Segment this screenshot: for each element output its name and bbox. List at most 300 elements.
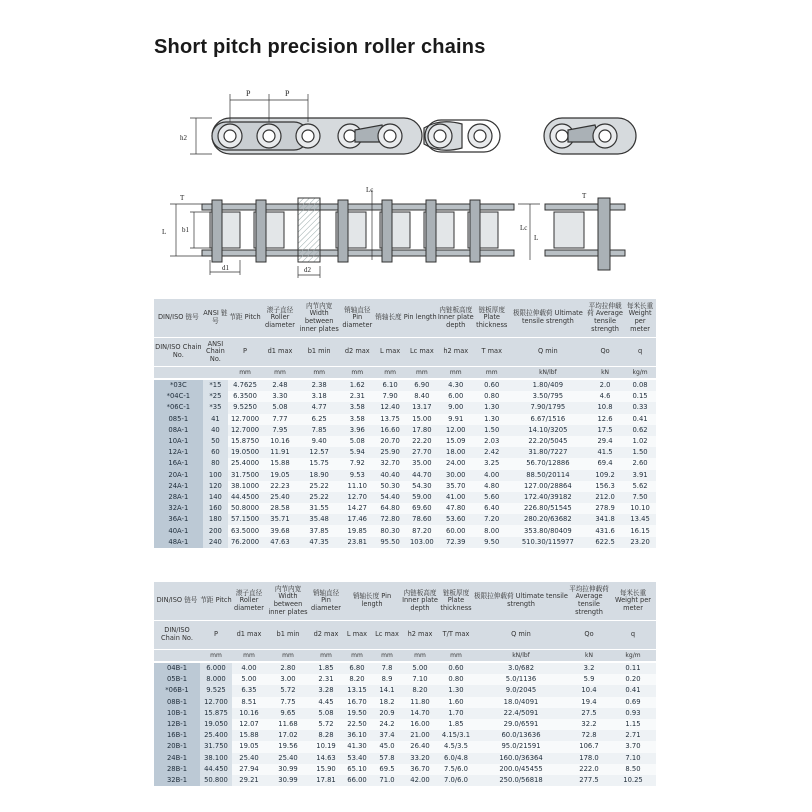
table-cell: 69.4 xyxy=(586,458,624,469)
unit-cell: kg/m xyxy=(610,650,656,663)
table-cell: 1.15 xyxy=(610,719,656,730)
header-cell: 内链板高度 Inner plate depth xyxy=(438,299,474,338)
table-cell: 200 xyxy=(203,525,228,536)
table-row xyxy=(154,662,656,674)
table-cell: 7.10 xyxy=(610,753,656,764)
label-l2: L xyxy=(534,234,539,242)
table-cell: 9.525 xyxy=(200,685,232,696)
table-cell: 2.38 xyxy=(298,379,340,391)
table-cell: 31.7500 xyxy=(228,470,262,481)
unit-cell xyxy=(203,367,228,380)
chain-number-cell: 08B-1 xyxy=(154,697,200,708)
chain-number-cell: 10A-1 xyxy=(154,436,203,447)
header-cell: Qo xyxy=(586,338,624,367)
chain-number-cell: 32A-1 xyxy=(154,503,203,514)
table-cell: 37.85 xyxy=(298,525,340,536)
table-cell: 19.05 xyxy=(232,741,266,752)
table-cell: 30.99 xyxy=(266,764,310,775)
table-cell: 16.60 xyxy=(374,425,406,436)
header-cell: 极限拉伸载荷 Ultimate tensile strength xyxy=(510,299,586,338)
table-cell: 160 xyxy=(203,503,228,514)
label-lc2: Lc xyxy=(520,224,528,232)
table-cell: 16.70 xyxy=(342,697,372,708)
header-cell: b1 min xyxy=(266,621,310,650)
table-cell: 60.00 xyxy=(438,525,474,536)
table-cell: 3.0/682 xyxy=(474,662,568,674)
header-cell: ANSI Chain No. xyxy=(203,338,228,367)
table-cell: 7.10 xyxy=(402,674,438,685)
table-cell: 9.40 xyxy=(298,436,340,447)
table-cell: 24.2 xyxy=(372,719,402,730)
table-cell: 28.58 xyxy=(262,503,298,514)
unit-cell: kN/lbf xyxy=(510,367,586,380)
label-p2: P xyxy=(285,89,290,98)
table-cell: 5.08 xyxy=(340,436,374,447)
label-h2: h2 xyxy=(180,134,187,142)
table-cell: 18.90 xyxy=(298,470,340,481)
table-cell: 36.10 xyxy=(342,730,372,741)
page-title: Short pitch precision roller chains xyxy=(154,36,486,58)
table-cell: 10.25 xyxy=(610,775,656,786)
label-lc1: Lc xyxy=(366,186,374,194)
table-cell: 5.0/1136 xyxy=(474,674,568,685)
table-cell: 0.41 xyxy=(610,685,656,696)
table-row xyxy=(154,674,656,685)
table-cell: 60 xyxy=(203,447,228,458)
chain-number-cell: *04C-1 xyxy=(154,391,203,402)
table-cell: 30.99 xyxy=(266,775,310,786)
table-cell: 2.31 xyxy=(310,674,342,685)
table-cell: 39.68 xyxy=(262,525,298,536)
table-cell: 44.450 xyxy=(200,764,232,775)
table-cell: 12.07 xyxy=(232,719,266,730)
table-cell: 25.90 xyxy=(374,447,406,458)
chain-number-cell: 32B-1 xyxy=(154,775,200,786)
table-cell: 3.50/795 xyxy=(510,391,586,402)
table-cell: 4.6 xyxy=(586,391,624,402)
label-p1: P xyxy=(246,89,251,98)
chain-number-cell: 04B-1 xyxy=(154,662,200,674)
table-cell: 277.5 xyxy=(568,775,610,786)
chain-top-view xyxy=(202,198,625,270)
table-cell: 6.000 xyxy=(200,662,232,674)
unit-cell: mm xyxy=(340,367,374,380)
table-cell: 0.60 xyxy=(474,379,510,391)
unit-cell: mm xyxy=(310,650,342,663)
table-cell: 15.88 xyxy=(262,458,298,469)
table-cell: 69.60 xyxy=(406,503,438,514)
header-cell: q xyxy=(624,338,656,367)
table-cell: 1.50 xyxy=(474,425,510,436)
table-cell: 15.875 xyxy=(200,708,232,719)
table-cell: 11.91 xyxy=(262,447,298,458)
table-cell: 19.4 xyxy=(568,697,610,708)
table-cell: 19.05 xyxy=(262,470,298,481)
table-cell: 21.00 xyxy=(402,730,438,741)
table-cell: 1.85 xyxy=(438,719,474,730)
header-cell: 销轴长度 Pin length xyxy=(374,299,438,338)
table-cell: 76.2000 xyxy=(228,537,262,548)
table-cell: 7.90/1795 xyxy=(510,402,586,413)
unit-cell xyxy=(154,367,203,380)
table-cell: 106.7 xyxy=(568,741,610,752)
table-cell: 25.22 xyxy=(298,492,340,503)
header-cell: 内节内宽 Width between inner plates xyxy=(298,299,340,338)
table-cell: 23.20 xyxy=(624,537,656,548)
table-cell: 19.0500 xyxy=(228,447,262,458)
table-cell: 4.00 xyxy=(232,662,266,674)
table-cell: 4.15/3.1 xyxy=(438,730,474,741)
table-cell: 353.80/80409 xyxy=(510,525,586,536)
table-cell: 66.00 xyxy=(342,775,372,786)
table-cell: 3.70 xyxy=(610,741,656,752)
table-cell: 18.2 xyxy=(372,697,402,708)
header-cell: P xyxy=(200,621,232,650)
table-cell: 5.08 xyxy=(310,708,342,719)
table-cell: 72.80 xyxy=(374,514,406,525)
table-cell: 250.0/56818 xyxy=(474,775,568,786)
table-cell: 71.0 xyxy=(372,775,402,786)
table-cell: 3.58 xyxy=(340,414,374,425)
table-cell: 18.00 xyxy=(438,447,474,458)
header-cell: DIN/ISO 链号 xyxy=(154,582,200,621)
table-cell: 6.67/1516 xyxy=(510,414,586,425)
table-cell: 280.20/63682 xyxy=(510,514,586,525)
table-cell: 6.3500 xyxy=(228,391,262,402)
header-cell: T max xyxy=(474,338,510,367)
unit-cell: mm xyxy=(474,367,510,380)
table-cell: 20.70 xyxy=(374,436,406,447)
unit-cell: mm xyxy=(200,650,232,663)
table-cell: 53.40 xyxy=(342,753,372,764)
chain-number-cell: 12A-1 xyxy=(154,447,203,458)
header-cell: L max xyxy=(374,338,406,367)
table-cell: 38.1000 xyxy=(228,481,262,492)
table-cell: 64.80 xyxy=(374,503,406,514)
table-cell: 10.10 xyxy=(624,503,656,514)
chain-number-cell: 24A-1 xyxy=(154,481,203,492)
table-cell: 8.000 xyxy=(200,674,232,685)
table-cell: 109.2 xyxy=(586,470,624,481)
table-cell: 19.56 xyxy=(266,741,310,752)
table-cell: 29.4 xyxy=(586,436,624,447)
header-cell: h2 max xyxy=(402,621,438,650)
header-cell: P xyxy=(228,338,262,367)
table-cell: 19.50 xyxy=(342,708,372,719)
header-cell: 滚子直径 Roller diameter xyxy=(262,299,298,338)
table-cell: 3.91 xyxy=(624,470,656,481)
table-cell: 95.0/21591 xyxy=(474,741,568,752)
table-cell: 27.5 xyxy=(568,708,610,719)
table-cell: 59.00 xyxy=(406,492,438,503)
unit-cell: mm xyxy=(232,650,266,663)
table-cell: 1.70 xyxy=(438,708,474,719)
table-cell: 0.62 xyxy=(624,425,656,436)
header-cell: Lc max xyxy=(372,621,402,650)
table-cell: 3.30 xyxy=(262,391,298,402)
table-a-units-row xyxy=(154,367,656,380)
table-cell: 0.15 xyxy=(624,391,656,402)
table-cell: 12.7000 xyxy=(228,414,262,425)
table-cell: 16.00 xyxy=(402,719,438,730)
table-cell: 47.63 xyxy=(262,537,298,548)
table-cell: 0.80 xyxy=(438,674,474,685)
table-cell: 120 xyxy=(203,481,228,492)
table-cell: 25.22 xyxy=(298,481,340,492)
header-cell: DIN/ISO Chain No. xyxy=(154,338,203,367)
table-cell: 56.70/12886 xyxy=(510,458,586,469)
header-cell: 平均拉伸载荷 Average tensile strength xyxy=(568,582,610,621)
table-cell: 22.20/5045 xyxy=(510,436,586,447)
table-cell: *15 xyxy=(203,379,228,391)
table-cell: 41.5 xyxy=(586,447,624,458)
table-cell: 160.0/36364 xyxy=(474,753,568,764)
table-cell: 226.80/51545 xyxy=(510,503,586,514)
chain-side-view xyxy=(212,118,500,154)
chain-end-view xyxy=(544,118,636,154)
table-cell: 6.90 xyxy=(406,379,438,391)
table-cell: 65.10 xyxy=(342,764,372,775)
table-cell: 17.5 xyxy=(586,425,624,436)
table-cell: 10.19 xyxy=(310,741,342,752)
table-row xyxy=(154,425,656,436)
table-cell: 24.00 xyxy=(438,458,474,469)
table-cell: 12.00 xyxy=(438,425,474,436)
table-cell: 4.77 xyxy=(298,402,340,413)
table-cell: 5.08 xyxy=(262,402,298,413)
unit-cell: mm xyxy=(298,367,340,380)
table-row xyxy=(154,503,656,514)
table-cell: 44.4500 xyxy=(228,492,262,503)
table-cell: 8.28 xyxy=(310,730,342,741)
table-cell: 35.71 xyxy=(262,514,298,525)
unit-cell: mm xyxy=(262,367,298,380)
table-cell: 36.70 xyxy=(402,764,438,775)
table-cell: 22.50 xyxy=(342,719,372,730)
table-row xyxy=(154,402,656,413)
table-cell: 14.10/3205 xyxy=(510,425,586,436)
chain-number-cell: 20A-1 xyxy=(154,470,203,481)
table-cell: 10.4 xyxy=(568,685,610,696)
unit-cell: mm xyxy=(402,650,438,663)
table-cell: 172.40/39182 xyxy=(510,492,586,503)
table-cell: 13.75 xyxy=(374,414,406,425)
table-cell: 1.02 xyxy=(624,436,656,447)
table-cell: 278.9 xyxy=(586,503,624,514)
table-row xyxy=(154,414,656,425)
header-cell: Lc max xyxy=(406,338,438,367)
table-cell: 2.71 xyxy=(610,730,656,741)
table-cell: 2.31 xyxy=(340,391,374,402)
table-cell: 7.75 xyxy=(266,697,310,708)
unit-cell: mm xyxy=(342,650,372,663)
table-row xyxy=(154,730,656,741)
table-cell: 57.8 xyxy=(372,753,402,764)
table-cell: 14.70 xyxy=(402,708,438,719)
header-cell: 销轴长度 Pin length xyxy=(342,582,402,621)
unit-cell: mm xyxy=(438,650,474,663)
chain-diagram xyxy=(150,80,640,280)
table-cell: 22.4/5091 xyxy=(474,708,568,719)
label-t2: T xyxy=(582,192,587,200)
table-cell: 6.40 xyxy=(474,503,510,514)
table-row xyxy=(154,741,656,752)
table-cell: 29.0/6591 xyxy=(474,719,568,730)
table-b-body xyxy=(154,662,656,786)
header-cell: 链板厚度 Plate thickness xyxy=(474,299,510,338)
table-cell: 6.25 xyxy=(298,414,340,425)
table-a-body xyxy=(154,379,656,548)
table-cell: 6.00 xyxy=(438,391,474,402)
chain-number-cell: 08A-1 xyxy=(154,425,203,436)
chain-number-cell: 24B-1 xyxy=(154,753,200,764)
header-cell: L max xyxy=(342,621,372,650)
unit-cell: kN xyxy=(568,650,610,663)
table-cell: 0.08 xyxy=(624,379,656,391)
table-cell: 5.94 xyxy=(340,447,374,458)
table-row xyxy=(154,379,656,391)
header-cell: b1 min xyxy=(298,338,340,367)
header-cell: Q min xyxy=(474,621,568,650)
table-cell: 212.0 xyxy=(586,492,624,503)
table-cell: 29.21 xyxy=(232,775,266,786)
table-cell: 5.9 xyxy=(568,674,610,685)
table-cell: 5.00 xyxy=(232,674,266,685)
chain-number-cell: 48A-1 xyxy=(154,537,203,548)
table-cell: 2.60 xyxy=(624,458,656,469)
header-cell: 极限拉伸载荷 Ultimate tensile strength xyxy=(474,582,568,621)
table-cell: 4.30 xyxy=(438,379,474,391)
table-row xyxy=(154,537,656,548)
table-row xyxy=(154,481,656,492)
table-cell: 80 xyxy=(203,458,228,469)
table-cell: 7.5/6.0 xyxy=(438,764,474,775)
table-cell: 53.60 xyxy=(438,514,474,525)
table-cell: 17.02 xyxy=(266,730,310,741)
header-cell: d2 max xyxy=(310,621,342,650)
table-cell: 54.40 xyxy=(374,492,406,503)
table-row xyxy=(154,436,656,447)
table-cell: 1.62 xyxy=(340,379,374,391)
header-cell: DIN/ISO Chain No. xyxy=(154,621,200,650)
table-cell: 3.18 xyxy=(298,391,340,402)
table-cell: 35.48 xyxy=(298,514,340,525)
table-cell: 12.6 xyxy=(586,414,624,425)
table-cell: 22.23 xyxy=(262,481,298,492)
table-cell: 41 xyxy=(203,414,228,425)
table-cell: 156.3 xyxy=(586,481,624,492)
chain-number-cell: 10B-1 xyxy=(154,708,200,719)
table-cell: 15.09 xyxy=(438,436,474,447)
chain-number-cell: 40A-1 xyxy=(154,525,203,536)
table-cell: 9.50 xyxy=(474,537,510,548)
table-cell: 80.30 xyxy=(374,525,406,536)
table-cell: 2.80 xyxy=(266,662,310,674)
table-cell: 31.55 xyxy=(298,503,340,514)
table-b-header-row-2 xyxy=(154,621,656,650)
table-cell: 11.80 xyxy=(402,697,438,708)
header-cell: 销轴直径 Pin diameter xyxy=(310,582,342,621)
table-cell: 622.5 xyxy=(586,537,624,548)
table-cell: 26.40 xyxy=(402,741,438,752)
table-cell: 5.00 xyxy=(402,662,438,674)
table-cell: 7.20 xyxy=(474,514,510,525)
table-cell: 78.60 xyxy=(406,514,438,525)
table-cell: 15.00 xyxy=(406,414,438,425)
header-cell: 链板厚度 Plate thickness xyxy=(438,582,474,621)
table-cell: 54.30 xyxy=(406,481,438,492)
table-a-header-row-2 xyxy=(154,338,656,367)
table-cell: 7.50 xyxy=(624,492,656,503)
table-cell: 69.5 xyxy=(372,764,402,775)
unit-cell: kg/m xyxy=(624,367,656,380)
table-cell: 27.94 xyxy=(232,764,266,775)
header-cell: 内节内宽 Width between inner plates xyxy=(266,582,310,621)
table-cell: 25.4000 xyxy=(228,458,262,469)
table-cell: 31.750 xyxy=(200,741,232,752)
table-row xyxy=(154,753,656,764)
table-cell: 6.80 xyxy=(342,662,372,674)
table-cell: 40.40 xyxy=(374,470,406,481)
table-cell: 32.2 xyxy=(568,719,610,730)
table-cell: 20.9 xyxy=(372,708,402,719)
unit-cell: mm xyxy=(228,367,262,380)
table-cell: 30.00 xyxy=(438,470,474,481)
table-cell: 8.50 xyxy=(610,764,656,775)
table-cell: 13.45 xyxy=(624,514,656,525)
table-cell: 45.0 xyxy=(372,741,402,752)
table-cell: 50 xyxy=(203,436,228,447)
table-cell: 87.20 xyxy=(406,525,438,536)
table-cell: 60.0/13636 xyxy=(474,730,568,741)
table-cell: 1.60 xyxy=(438,697,474,708)
table-cell: 50.800 xyxy=(200,775,232,786)
table-cell: 15.88 xyxy=(232,730,266,741)
table-cell: 2.42 xyxy=(474,447,510,458)
table-cell: 11.10 xyxy=(340,481,374,492)
table-cell: *35 xyxy=(203,402,228,413)
table-cell: 3.58 xyxy=(340,402,374,413)
table-cell: 0.93 xyxy=(610,708,656,719)
header-cell: 每米长重 Weight per meter xyxy=(610,582,656,621)
table-cell: 11.68 xyxy=(266,719,310,730)
table-a-series xyxy=(154,299,656,548)
table-cell: 15.75 xyxy=(298,458,340,469)
chain-number-cell: 20B-1 xyxy=(154,741,200,752)
table-cell: 341.8 xyxy=(586,514,624,525)
table-cell: 15.8750 xyxy=(228,436,262,447)
table-cell: 6.10 xyxy=(374,379,406,391)
table-cell: 222.0 xyxy=(568,764,610,775)
table-cell: 19.85 xyxy=(340,525,374,536)
header-cell: Qo xyxy=(568,621,610,650)
table-cell: 5.72 xyxy=(266,685,310,696)
table-row xyxy=(154,775,656,786)
table-cell: 17.46 xyxy=(340,514,374,525)
table-cell: 12.700 xyxy=(200,697,232,708)
unit-cell: kN/lbf xyxy=(474,650,568,663)
table-cell: 3.25 xyxy=(474,458,510,469)
table-cell: 8.00 xyxy=(474,525,510,536)
label-d2: d2 xyxy=(304,266,311,274)
table-cell: 1.85 xyxy=(310,662,342,674)
chain-number-cell: 05B-1 xyxy=(154,674,200,685)
table-cell: 0.20 xyxy=(610,674,656,685)
label-b1: b1 xyxy=(182,226,189,234)
table-cell: 7.77 xyxy=(262,414,298,425)
table-cell: 8.20 xyxy=(402,685,438,696)
header-cell: q xyxy=(610,621,656,650)
